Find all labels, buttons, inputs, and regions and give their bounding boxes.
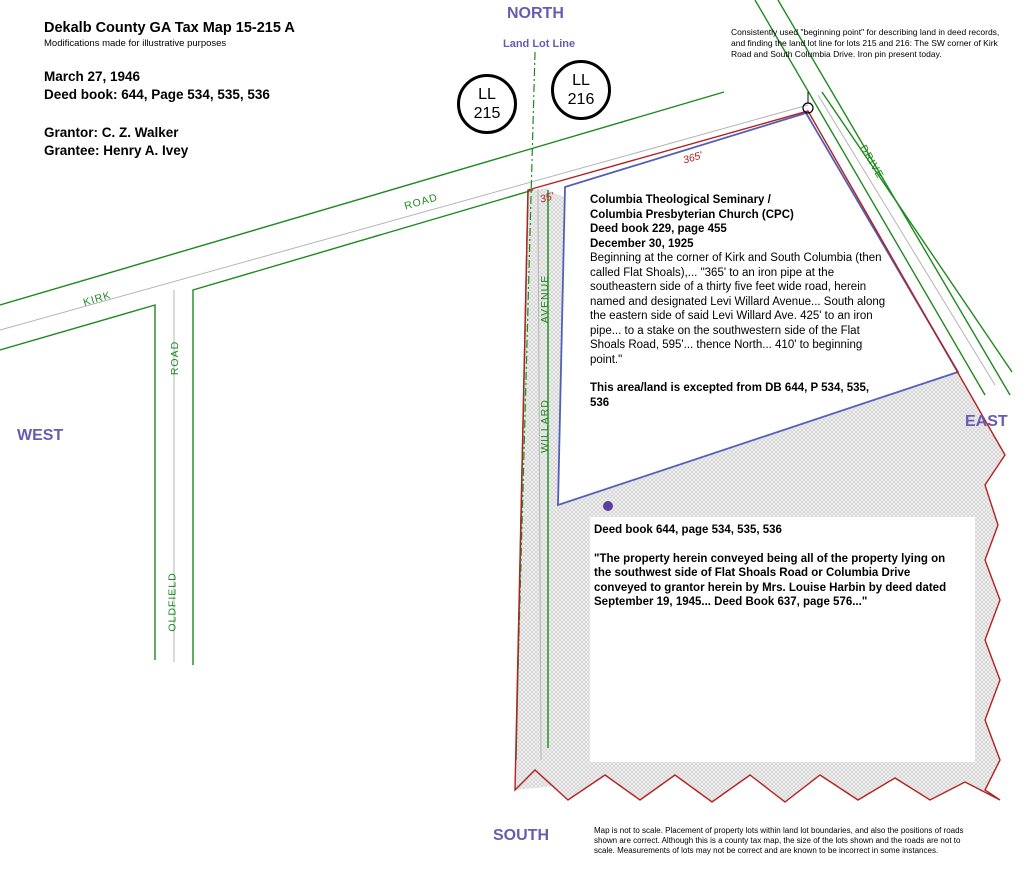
compass-east: EAST (965, 413, 1008, 430)
deed-644-text (594, 523, 964, 610)
road-label-drive: DRIVE (857, 142, 887, 182)
deed-644-heading: Deed book 644, page 534, 535, 536 (594, 524, 782, 536)
deed-reference: Deed book: 644, Page 534, 535, 536 (44, 87, 270, 102)
road-label-road-top: ROAD (403, 191, 440, 213)
land-lot-215-prefix: LL (478, 86, 496, 103)
deed-date: March 27, 1946 (44, 69, 141, 84)
dimension-365: 365' (681, 149, 704, 167)
location-dot (603, 501, 613, 511)
kirk-road-south-edge-west (0, 305, 155, 660)
map-disclaimer: Map is not to scale. Placement of property lots within land lot boundaries, and also the positions of roads shown are correct. Although this is a county tax map, the size of the lots shown and the roads are not to scale. Measurements of lots may not be correct and are known to be incorrect in some instances. (594, 826, 964, 855)
land-lot-216 (551, 60, 611, 120)
cpc-deed-line4: December 30, 1925 (590, 237, 694, 250)
dimension-35: 35' (538, 190, 556, 206)
cpc-deed-line1: Columbia Theological Seminary / (590, 194, 771, 206)
compass-south: SOUTH (493, 827, 549, 844)
map-title: Dekalb County GA Tax Map 15-215 A (44, 20, 295, 36)
land-lot-215 (457, 74, 517, 134)
grantee: Grantee: Henry A. Ivey (44, 143, 189, 158)
kirk-road-south-edge-mid (193, 190, 533, 665)
cpc-deed-line2: Columbia Presbyterian Church (CPC) (590, 208, 794, 221)
land-lot-216-number: 216 (567, 91, 595, 108)
compass-north: NORTH (507, 5, 564, 22)
map-subtitle: Modifications made for illustrative purposes (44, 38, 227, 49)
deed-644-quote: "The property herein conveyed being all of the property lying on the southwest side of Flat Shoals Road or Columbia Drive conveyed to grantor herein by Mrs. Louise Harbin by deed dated September 19, 1945... Deed Book 637, page 576..." (594, 552, 947, 608)
cpc-deed-body: Beginning at the corner of Kirk and South Columbia (then called Flat Shoals),... "365' to an iron pipe at the southeastern side of a thirty five feet wide road, herein named and designated Levi Willard Avenue... South along the eastern side of said Levi Willard Ave. 425' to an iron pipe... to a stake on the southwestern side of the Flat Shoals Road, 595'... thence North... 410' to beginning point." (590, 252, 886, 366)
road-label-avenue: AVENUE (539, 274, 552, 324)
land-lot-line-label: Land Lot Line (503, 38, 576, 50)
cpc-deed-exception: This area/land is excepted from DB 644, P 534, 535, 536 (590, 382, 870, 409)
beginning-point-note: Consistently used "beginning point" for describing land in deed records, and finding the land lot line for lots 215 and 216: The SW corner of Kirk Road and South Columbia Drive. Iron pin present today. (731, 27, 1000, 59)
road-label-willard: WILLARD (538, 399, 551, 453)
land-lot-216-prefix: LL (572, 72, 590, 89)
compass-west: WEST (17, 427, 64, 444)
road-label-road-left: ROAD (169, 340, 182, 376)
cpc-deed-text (590, 193, 910, 410)
road-label-kirk: KIRK (81, 289, 113, 309)
road-label-oldfield: OLDFIELD (166, 572, 179, 632)
land-lot-215-number: 215 (473, 105, 501, 122)
grantor: Grantor: C. Z. Walker (44, 125, 179, 140)
cpc-deed-line3: Deed book 229, page 455 (590, 223, 727, 235)
